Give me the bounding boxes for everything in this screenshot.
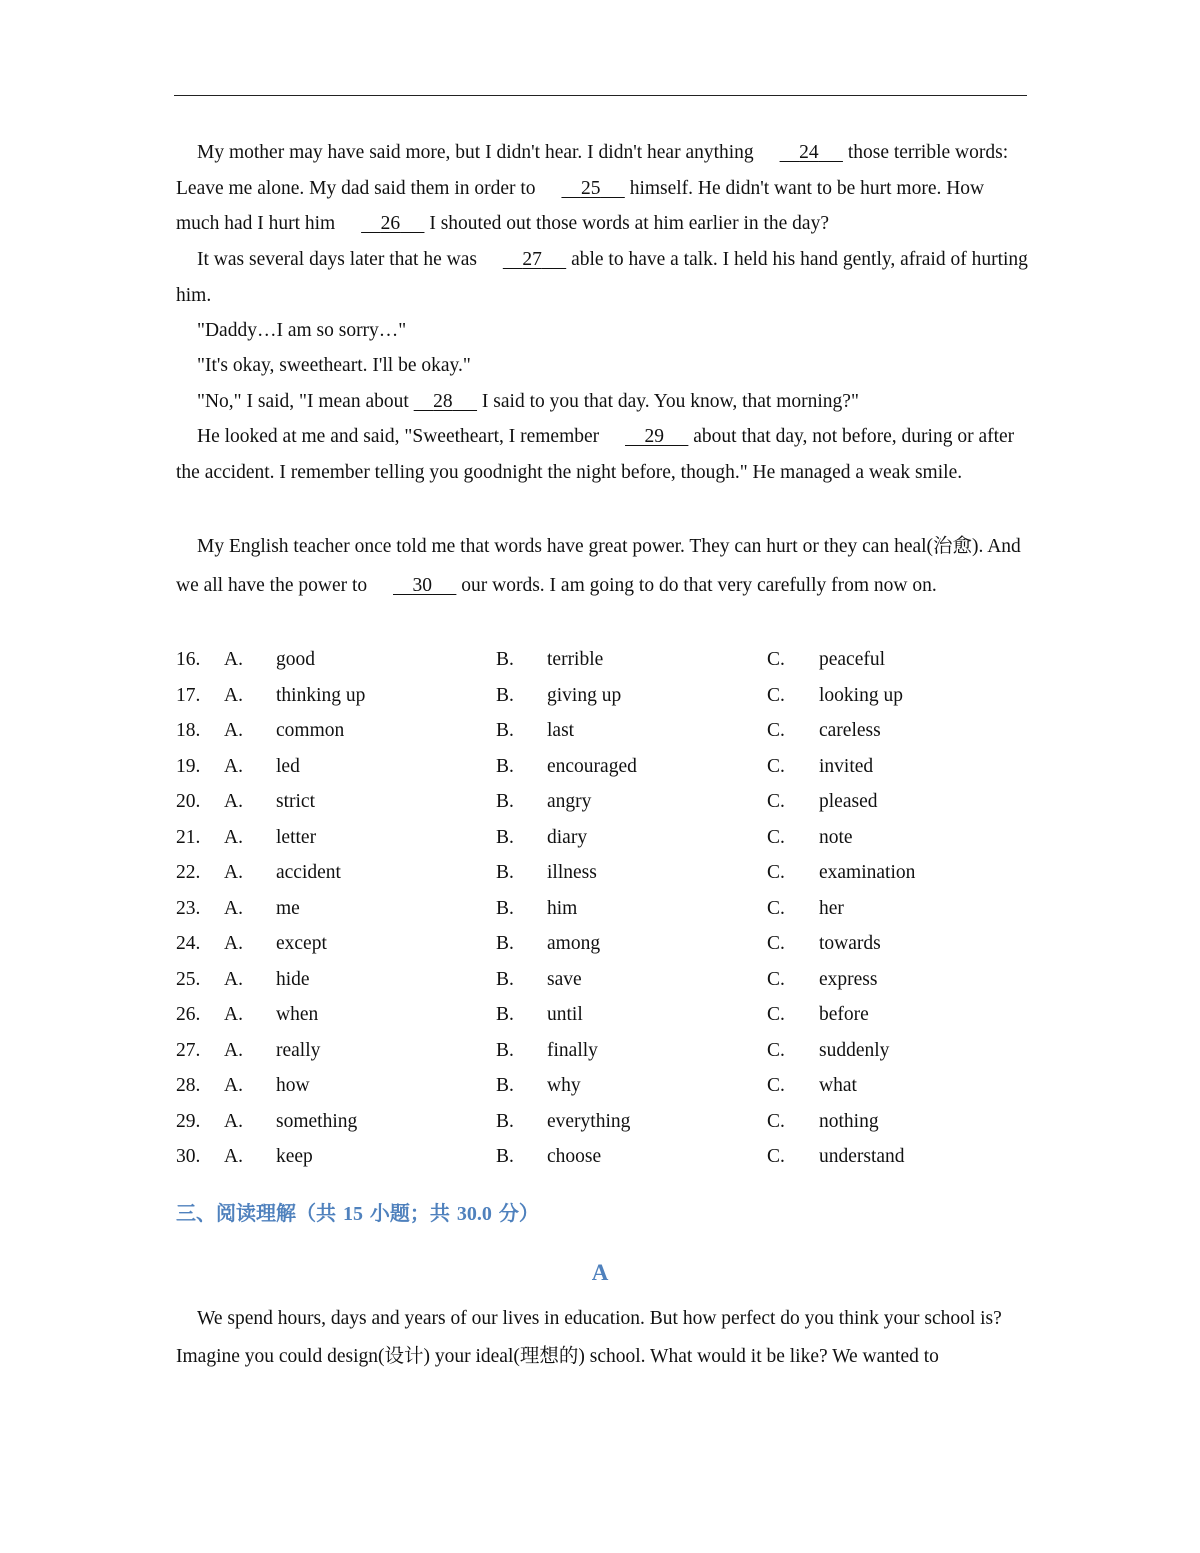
option-a[interactable]: accident: [276, 862, 341, 883]
blank-28[interactable]: 28: [433, 391, 453, 412]
option-letter-c: C.: [767, 862, 785, 883]
option-a[interactable]: how: [276, 1075, 310, 1096]
question-number: 19.: [176, 755, 201, 777]
option-letter-a: A.: [224, 862, 243, 883]
option-a[interactable]: thinking up: [276, 684, 366, 706]
option-b[interactable]: finally: [547, 1039, 598, 1061]
option-letter-b: B.: [496, 1110, 514, 1132]
cloze-paragraph-2: [176, 242, 1028, 313]
option-row: [176, 642, 1028, 678]
option-b[interactable]: terrible: [547, 649, 604, 670]
option-letter-c: C.: [767, 1075, 785, 1096]
option-letter-c: C.: [767, 684, 785, 706]
option-c[interactable]: note: [819, 826, 853, 848]
option-a[interactable]: except: [276, 933, 327, 954]
option-b[interactable]: why: [547, 1075, 581, 1096]
option-letter-a: A.: [224, 897, 243, 919]
option-c[interactable]: pleased: [819, 791, 878, 812]
option-a[interactable]: me: [276, 897, 300, 919]
option-letter-c: C.: [767, 649, 785, 670]
text: those terrible words: Leave me alone. My dad said them in order to: [176, 142, 1009, 199]
option-a[interactable]: really: [276, 1039, 321, 1061]
text: My mother may have said more, but I didn't hear. I didn't hear anything: [197, 142, 759, 163]
option-letter-c: C.: [767, 791, 785, 812]
option-letter-a: A.: [224, 755, 243, 777]
cloze-paragraph-looked: He looked at me and said, "Sweetheart, I remember 29 about that day, not before, during or after the accident. I remember telling you goodnight the night before, though." He managed a weak smile.: [176, 419, 1028, 490]
option-letter-b: B.: [496, 720, 514, 741]
option-letter-a: A.: [224, 1004, 243, 1025]
question-number: 26.: [176, 1004, 201, 1025]
header-rule: [174, 95, 1027, 96]
option-row: [176, 1104, 1028, 1140]
option-letter-a: A.: [224, 826, 243, 848]
option-row: [176, 784, 1028, 820]
option-row: [176, 820, 1028, 856]
option-b[interactable]: choose: [547, 1146, 602, 1167]
option-letter-c: C.: [767, 1004, 785, 1025]
option-c[interactable]: what: [819, 1075, 857, 1096]
passage-paragraph: We spend hours, days and years of our lives in education. But how perfect do you think your school is? Imagine you could design(设计) your ideal(理想的) school. What would it be like? We wanted to: [176, 1308, 1002, 1367]
option-b[interactable]: last: [547, 720, 575, 741]
option-b[interactable]: diary: [547, 826, 588, 848]
option-letter-c: C.: [767, 933, 785, 954]
option-letter-c: C.: [767, 826, 785, 848]
option-a[interactable]: common: [276, 720, 345, 741]
option-c[interactable]: nothing: [819, 1110, 879, 1132]
option-c[interactable]: her: [819, 897, 844, 919]
option-letter-a: A.: [224, 968, 243, 990]
option-row: [176, 1068, 1028, 1104]
option-letter-a: A.: [224, 1146, 243, 1167]
option-letter-a: A.: [224, 1110, 243, 1132]
question-number: 20.: [176, 791, 201, 812]
option-letter-b: B.: [496, 1039, 514, 1061]
question-number: 18.: [176, 720, 201, 741]
option-row: [176, 891, 1028, 927]
option-row: [176, 678, 1028, 714]
option-letter-a: A.: [224, 1039, 243, 1061]
text: It was several days later that he was: [197, 249, 482, 270]
option-letter-c: C.: [767, 1110, 785, 1132]
option-c[interactable]: looking up: [819, 684, 903, 706]
question-number: 29.: [176, 1110, 201, 1132]
option-letter-a: A.: [224, 1075, 243, 1096]
blank-29[interactable]: 29: [644, 426, 665, 447]
option-letter-b: B.: [496, 826, 514, 848]
option-letter-b: B.: [496, 862, 514, 883]
option-b[interactable]: save: [547, 968, 582, 990]
option-letter-c: C.: [767, 968, 785, 990]
blank-24[interactable]: 24: [799, 142, 819, 163]
question-number: 23.: [176, 897, 201, 919]
cloze-paragraph-1: [176, 135, 1028, 242]
question-number: 16.: [176, 649, 201, 670]
option-a[interactable]: good: [276, 649, 315, 670]
option-b[interactable]: giving up: [547, 684, 622, 706]
text: able to have a talk. I held his hand gently, afraid of hurting him.: [176, 249, 1028, 306]
option-a[interactable]: something: [276, 1110, 358, 1132]
passage-title: A: [591, 1260, 609, 1285]
question-number: 25.: [176, 968, 201, 990]
option-a[interactable]: keep: [276, 1146, 313, 1167]
option-letter-c: C.: [767, 755, 785, 777]
option-letter-b: B.: [496, 755, 514, 777]
option-c[interactable]: careless: [819, 720, 881, 741]
option-letter-a: A.: [224, 649, 243, 670]
option-letter-b: B.: [496, 897, 514, 919]
option-a[interactable]: letter: [276, 826, 317, 848]
question-number: 22.: [176, 862, 201, 883]
option-c[interactable]: peaceful: [819, 649, 886, 670]
option-b[interactable]: illness: [547, 862, 597, 883]
option-letter-a: A.: [224, 720, 243, 741]
dialogue-okay: "It's okay, sweetheart. I'll be okay.": [197, 355, 471, 376]
question-number: 17.: [176, 684, 201, 706]
option-a[interactable]: led: [276, 755, 300, 777]
blank-30[interactable]: 30: [412, 574, 433, 596]
option-b[interactable]: angry: [547, 791, 592, 812]
option-letter-c: C.: [767, 1039, 785, 1061]
option-c[interactable]: express: [819, 968, 878, 990]
option-b[interactable]: him: [547, 897, 578, 919]
option-letter-a: A.: [224, 791, 243, 812]
option-row: [176, 1033, 1028, 1069]
option-letter-c: C.: [767, 720, 785, 741]
option-c[interactable]: invited: [819, 755, 874, 777]
option-a[interactable]: when: [276, 1004, 319, 1025]
option-row: [176, 855, 1028, 891]
option-letter-b: B.: [496, 1146, 514, 1167]
option-row: [176, 749, 1028, 785]
question-number: 21.: [176, 826, 201, 848]
option-b[interactable]: until: [547, 1004, 583, 1025]
option-letter-c: C.: [767, 897, 785, 919]
option-b[interactable]: among: [547, 933, 601, 954]
option-c[interactable]: understand: [819, 1146, 905, 1167]
option-letter-b: B.: [496, 791, 514, 812]
text: I shouted out those words at him earlier in the day?: [424, 213, 829, 234]
option-letter-b: B.: [496, 1075, 514, 1096]
question-number: 27.: [176, 1039, 201, 1061]
option-c[interactable]: suddenly: [819, 1039, 890, 1061]
option-a[interactable]: hide: [276, 968, 310, 990]
option-row: [176, 713, 1028, 749]
option-c[interactable]: examination: [819, 862, 916, 883]
option-letter-b: B.: [496, 649, 514, 670]
dialogue-daddy: "Daddy…I am so sorry…": [197, 320, 407, 341]
option-b[interactable]: everything: [547, 1110, 631, 1132]
question-number: 30.: [176, 1146, 201, 1167]
option-letter-a: A.: [224, 684, 243, 706]
option-a[interactable]: strict: [276, 791, 315, 812]
option-c[interactable]: towards: [819, 933, 881, 954]
option-row: [176, 962, 1028, 998]
blank-25[interactable]: 25: [580, 177, 601, 199]
question-number: 24.: [176, 933, 201, 954]
option-c[interactable]: before: [819, 1004, 869, 1025]
text: himself. He didn't want to be hurt more. How much had I hurt him: [176, 177, 985, 234]
option-letter-c: C.: [767, 1146, 785, 1167]
blank-26[interactable]: 26: [380, 213, 401, 234]
option-row: [176, 926, 1028, 962]
option-letter-a: A.: [224, 933, 243, 954]
blank-27[interactable]: 27: [522, 249, 542, 270]
option-row: [176, 997, 1028, 1033]
cloze-paragraph-teacher: My English teacher once told me that words have great power. They can hurt or they can heal(治愈). And we all have the power to 30 our words. I am going to do that very carefully from now on.: [176, 528, 1028, 605]
section-heading: 三、阅读理解（共 15 小题；共 30.0 分）: [176, 1201, 539, 1225]
option-letter-b: B.: [496, 933, 514, 954]
option-letter-b: B.: [496, 1004, 514, 1025]
question-number: 28.: [176, 1075, 201, 1096]
options-list: [176, 642, 1028, 1175]
option-letter-b: B.: [496, 968, 514, 990]
dialogue-no: "No," I said, "I mean about 28 I said to you that day. You know, that morning?": [197, 384, 859, 420]
option-letter-b: B.: [496, 684, 514, 706]
option-row: [176, 1139, 1028, 1175]
option-b[interactable]: encouraged: [547, 755, 637, 777]
